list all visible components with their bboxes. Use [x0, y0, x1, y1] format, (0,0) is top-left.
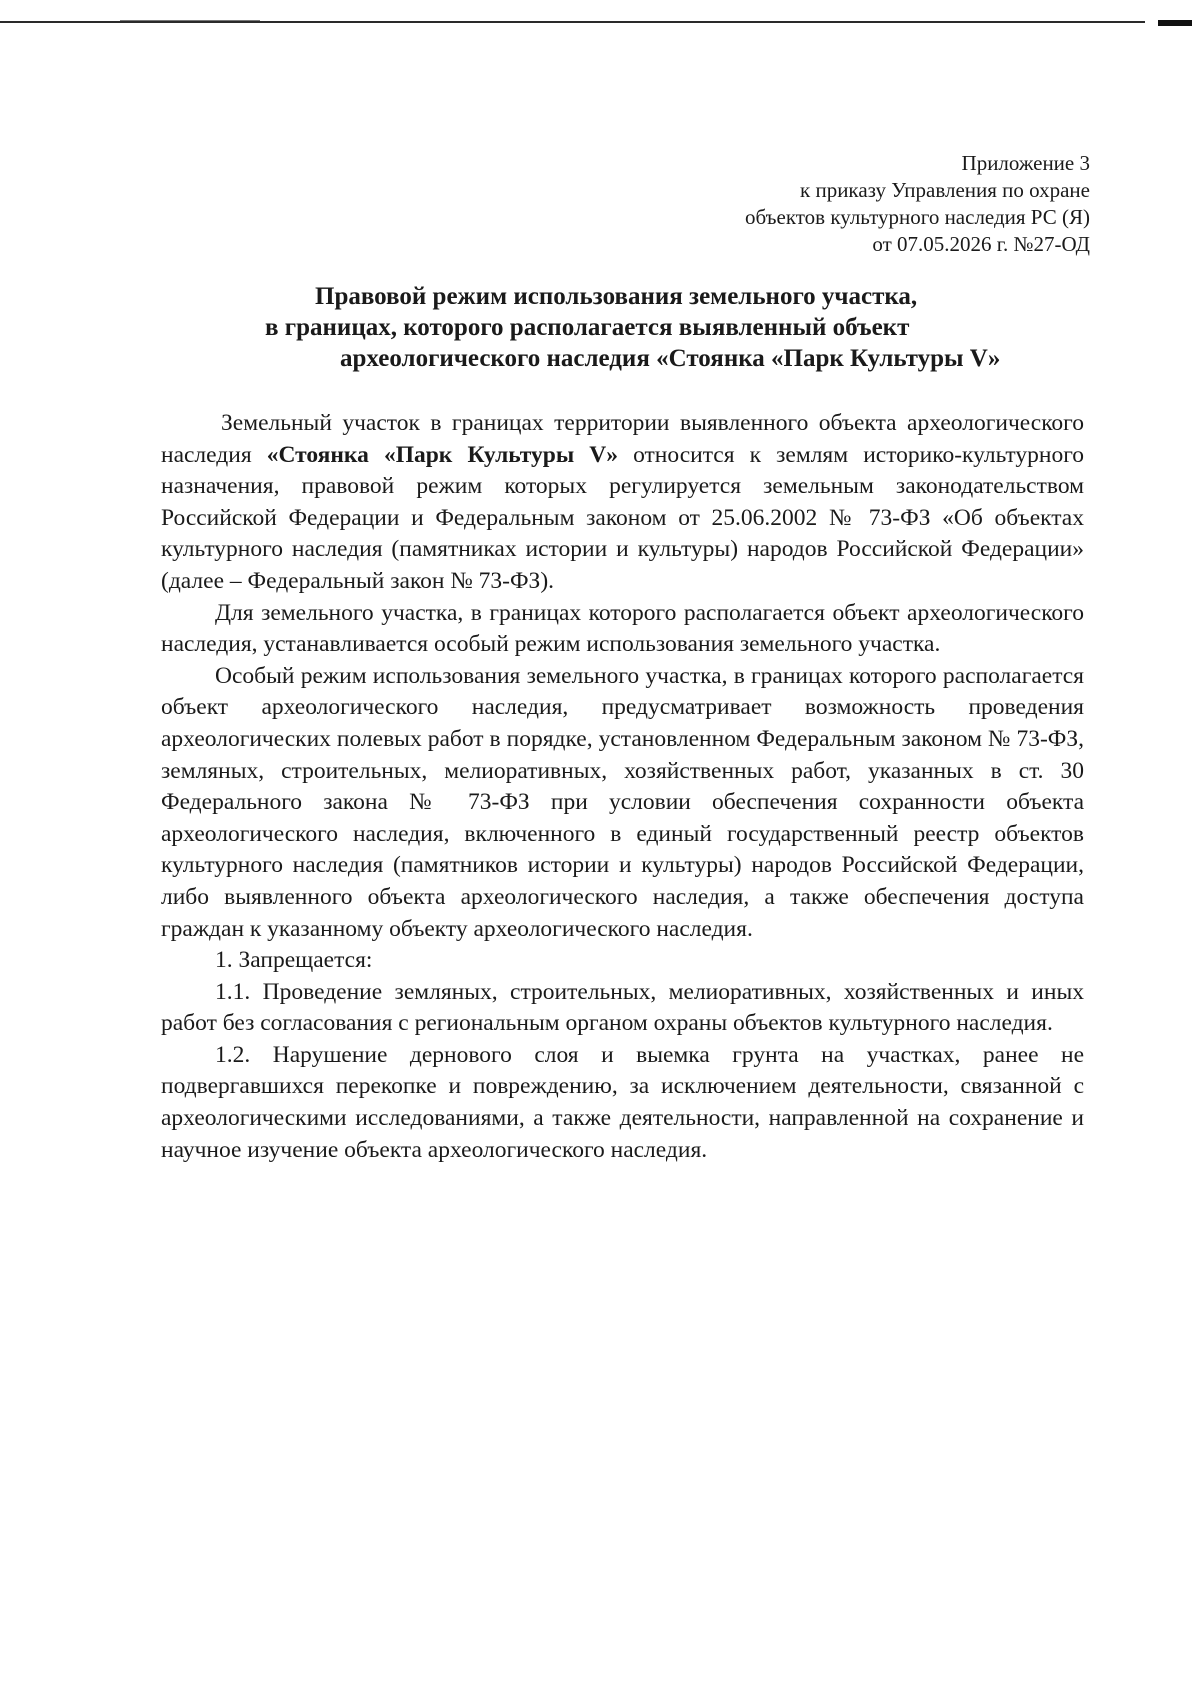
- document-title: [150, 281, 1090, 374]
- document-body: [161, 408, 1084, 1166]
- paragraph-item-1-2: 1.2. Нарушение дернового слоя и выемка грунта на участках, ранее не подвергавшихся перекопке и повреждению, за исключением деятельности, связанной с археологическими исследованиями, а также деятельности, направленной на сохранение и научное изучение объекта археологического наследия.: [161, 1041, 1084, 1163]
- paragraph-land-status-end: относится к землям историко-культурного назначения, правовой режим которых регулируется земельным законодательством Российской Федерации и Федеральным законом от 25.06.2002 № 73-ФЗ «Об объектах культурного наследия (памятниках истории и культуры) народов Российской Федерации» (далее – Федеральный закон № 73-ФЗ).: [161, 441, 1084, 594]
- title-line-1: Правовой режим использования земельного участка,: [315, 283, 918, 310]
- paragraph-land-status-start: Земельный участок в границах территории выявленного объекта археологического наследия: [161, 410, 1084, 468]
- title-line-2: в границах, которого располагается выявленный объект: [265, 314, 910, 341]
- paragraph-item-1-1: 1.1. Проведение земляных, строительных, мелиоративных, хозяйственных и иных работ без согласования с региональным органом охраны объектов культурного наследия.: [161, 978, 1084, 1037]
- paragraph-land-status: [161, 408, 1084, 598]
- appendix-header: [745, 150, 1090, 258]
- paragraph-prohibited-heading: 1. Запрещается:: [215, 947, 373, 974]
- scan-edge-line: [0, 21, 1145, 23]
- scan-edge-mark: [1158, 20, 1192, 26]
- paragraph-regime-details: Особый режим использования земельного участка, в границах которого располагается объект археологического наследия, предусматривает возможность проведения археологических полевых работ в порядке, установленном Федеральным законом № 73-ФЗ, земляных, строительных, мелиоративных, хозяйственных работ, указанных в ст. 30 Федерального закона № 73-ФЗ при условии обеспечения сохранности объекта археологического наследия, включенного в единый государственный реестр объектов культурного наследия (памятников истории и культуры) народов Российской Федерации, либо выявленного объекта археологического наследия, а также обеспечения доступа граждан к указанному объекту археологического наследия.: [161, 662, 1084, 942]
- appendix-number: Приложение 3: [961, 151, 1090, 175]
- title-line-3: археологического наследия «Стоянка «Парк Культуры V»: [340, 345, 1001, 372]
- appendix-date: от 07.05.2026 г. №27-ОД: [872, 232, 1090, 256]
- appendix-order-ref: к приказу Управления по охране: [800, 178, 1090, 202]
- site-name: «Стоянка «Парк Культуры V»: [266, 441, 618, 468]
- paragraph-special-regime: Для земельного участка, в границах которого располагается объект археологического наследия, устанавливается особый режим использования земельного участка.: [161, 599, 1084, 658]
- scan-edge-line-thin: [120, 20, 260, 21]
- appendix-organization: объектов культурного наследия РС (Я): [745, 205, 1090, 229]
